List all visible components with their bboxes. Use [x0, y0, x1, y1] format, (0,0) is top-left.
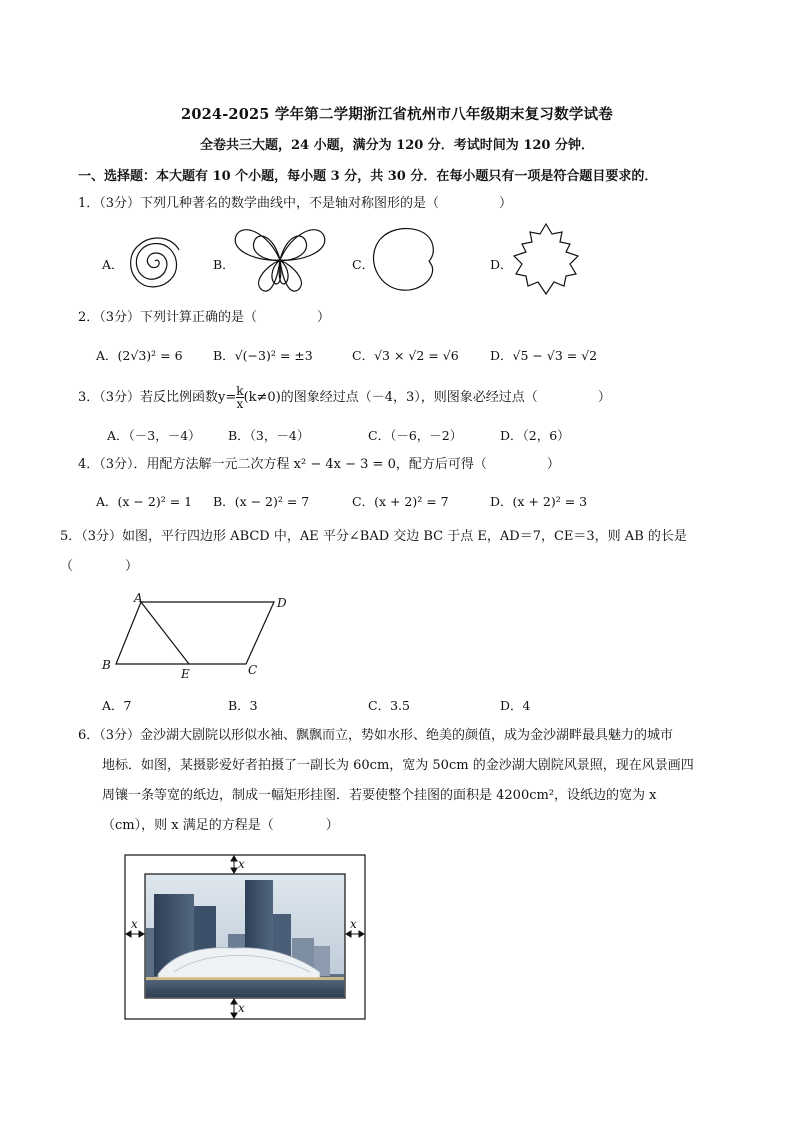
q2-option-d — [490, 346, 597, 364]
q2-close: ） — [317, 310, 331, 325]
q5-option-c: C．3.5 — [368, 698, 410, 713]
butterfly-figure — [230, 222, 330, 294]
q3-option-d: D．（2，6） — [500, 428, 570, 443]
question-2-stem — [78, 308, 330, 328]
q5-option-b: B．3 — [228, 698, 258, 713]
spiral-figure — [120, 225, 190, 295]
x-label-bottom: x — [238, 1001, 245, 1015]
q3-func: y= — [218, 390, 237, 405]
q2-option-a-math: (2√3)² = 6 — [117, 348, 183, 363]
section-heading: 一、选择题：本大题有 10 个小题，每小题 3 分，共 30 分．在每小题只有一项是符合题目要求的． — [78, 169, 658, 184]
label-b: B — [102, 658, 111, 672]
q2-option-b — [213, 346, 313, 364]
q3-stem-a: 3．（3分）若反比例函数 — [78, 390, 219, 405]
label-c: C — [248, 663, 258, 677]
q3-stem-b: 的图象经过点（－4，3），则图象必经过点（ — [280, 390, 538, 405]
q6-line-3: 周镶一条等宽的纸边，制成一幅矩形挂图．若要使整个挂图的面积是 4200cm²，设纸边的宽为 x — [102, 788, 657, 803]
q4-option-c-label: C． — [352, 494, 375, 509]
parallelogram-figure — [96, 590, 306, 682]
q4-option-c-math: (x + 2)² = 7 — [374, 494, 449, 509]
page-subtitle: 全卷共三大题，24 小题，满分为 120 分．考试时间为 120 分钟． — [200, 138, 594, 153]
label-a: A — [134, 591, 143, 605]
q1-stem-text: 1．（3分）下列几种著名的数学曲线中，不是轴对称图形的是（ — [78, 196, 440, 211]
q3-frac-den: x — [236, 397, 244, 411]
q4-option-b — [213, 492, 309, 510]
q2-option-a — [96, 346, 183, 364]
q3-option-b: B．（3，－4） — [228, 428, 310, 443]
q4-option-a-label: A． — [96, 494, 118, 509]
q6-line-4: （cm），则 x 满足的方程是（ ） — [102, 818, 339, 833]
q5-paren: （ ） — [60, 559, 139, 574]
q5-option-d: D．4 — [500, 698, 531, 713]
q2-option-d-math: √5 − √3 = √2 — [512, 348, 598, 363]
q1-option-c: C． — [352, 257, 375, 272]
q2-option-b-label: B． — [213, 348, 235, 363]
framed-photo-figure — [124, 854, 366, 1020]
question-1-stem — [78, 194, 512, 214]
q2-option-c-math: √3 × √2 = √6 — [374, 348, 459, 363]
label-d: D — [277, 596, 287, 610]
x-label-right: x — [350, 917, 357, 931]
q4-close: ） — [546, 457, 560, 472]
q4-option-d-label: D． — [490, 494, 513, 509]
q2-option-b-math: √(−3)² = ±3 — [234, 348, 313, 363]
q5-option-a: A．7 — [102, 698, 132, 713]
question-5-stem: 5．（3分）如图，平行四边形 ABCD 中，AE 平分∠BAD 交边 BC 于点 E，AD＝7，CE＝3，则 AB 的长是 — [60, 529, 687, 544]
q4-stem-text: 4．（3分）．用配方法解一元二次方程 x² − 4x − 3 = 0，配方后可得（ — [78, 457, 487, 472]
q1-option-a: A． — [102, 257, 124, 272]
q4-option-d-math: (x + 2)² = 3 — [512, 494, 588, 509]
koch-snowflake-figure — [508, 222, 584, 298]
q3-option-a: A．（－3，－4） — [107, 428, 201, 443]
q1-option-d: D． — [490, 257, 513, 272]
q4-option-b-math: (x − 2)² = 7 — [234, 494, 310, 509]
q2-option-a-label: A． — [96, 348, 118, 363]
q1-close: ） — [499, 196, 513, 211]
page-title: 2024-2025 学年第二学期浙江省杭州市八年级期末复习数学试卷 — [181, 106, 613, 123]
question-4-stem — [78, 455, 560, 475]
parallelogram-abcd — [116, 602, 274, 664]
q3-close: ） — [597, 390, 611, 405]
q6-line-1: 6．（3分）金沙湖大剧院以形似水袖、飘飘而立，势如水形、绝美的颜值，成为金沙湖畔最具魅力的城市 — [78, 728, 674, 743]
x-label-left: x — [131, 917, 138, 931]
q4-option-a — [96, 492, 192, 510]
q4-option-b-label: B． — [213, 494, 235, 509]
q4-option-a-math: (x − 2)² = 1 — [117, 494, 193, 509]
q2-option-d-label: D． — [490, 348, 513, 363]
q3-cond: (k≠0) — [243, 390, 281, 405]
q2-stem-text: 2．（3分）下列计算正确的是（ — [78, 310, 258, 325]
q6-line-2: 地标．如图，某摄影爱好者拍摄了一副长为 60cm，宽为 50cm 的金沙湖大剧院风景照，现在风景画四 — [102, 758, 694, 773]
q3-fraction — [236, 385, 243, 410]
q3-frac-num: k — [236, 384, 244, 398]
label-e: E — [181, 667, 190, 681]
q2-option-c-label: C． — [352, 348, 375, 363]
q3-option-c: C．（－6，－2） — [368, 428, 463, 443]
cardioid-figure — [370, 226, 440, 294]
q4-option-d — [490, 492, 587, 510]
q4-option-c — [352, 492, 449, 510]
q2-option-c — [352, 346, 459, 364]
question-3-stem — [78, 385, 611, 410]
segment-ae — [141, 602, 189, 664]
x-label-top: x — [238, 857, 245, 871]
q1-option-b: B． — [213, 257, 235, 272]
